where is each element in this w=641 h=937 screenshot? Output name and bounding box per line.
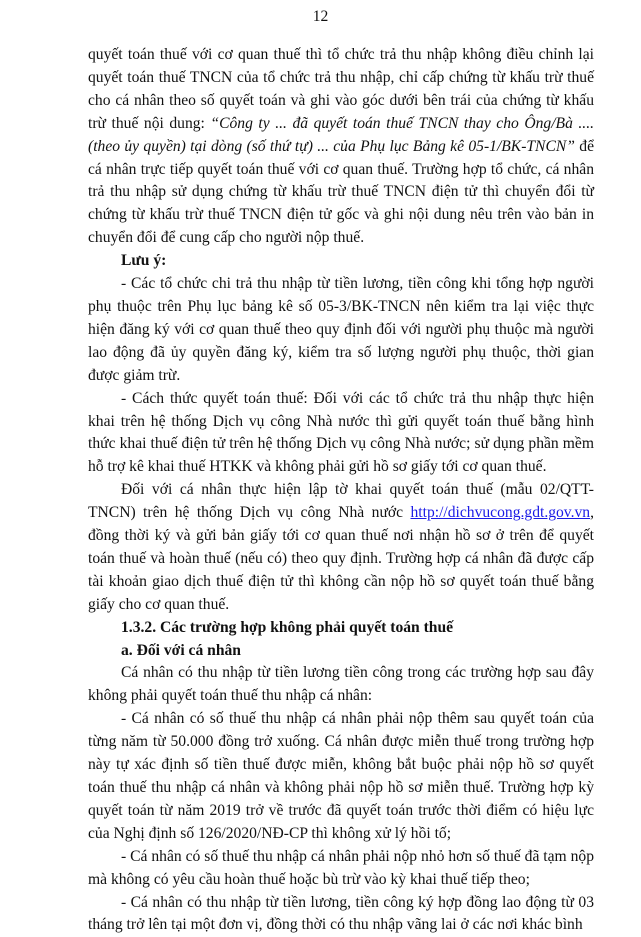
- public-service-link[interactable]: http://dichvucong.gdt.gov.vn: [410, 504, 591, 522]
- note-dependents: - Các tổ chức chi trả thu nhập từ tiền lương, tiền công khi tổng hợp người phụ thuộc trên Phụ lục bảng kê số 05-3/BK-TNCN nên kiểm tra lại việc thực hiện đăng ký với cơ quan thuế theo quy định đối với người phụ thuộc mà người lao động đã ủy quyền đăng ký, kiểm tra số lượng người phụ thuộc, thời gian được giảm trừ.: [88, 275, 594, 384]
- case-labor-contract: - Cá nhân có thu nhập từ tiền lương, tiền công ký hợp đồng lao động từ 03 tháng trở lên tại một đơn vị, đồng thời có thu nhập vãng lai ở các nơi khác bình: [88, 893, 594, 934]
- document-body: [88, 44, 594, 937]
- italic-quote: “Công ty ... đã quyết toán thuế TNCN thay cho Ông/Bà .... (theo ủy quyền) tại dòng (số thứ tự) ... của Phụ lục Bảng kê 05-1/BK-TNCN”: [88, 114, 594, 155]
- paragraph-intro: Cá nhân có thu nhập từ tiền lương tiền công trong các trường hợp sau đây không phải quyết toán thuế thu nhập cá nhân:: [88, 664, 594, 705]
- note-filing-method: - Cách thức quyết toán thuế: Đối với các tổ chức trả thu nhập thực hiện khai trên hệ thống Dịch vụ công Nhà nước thì gửi quyết toán thuế bằng hình thức khai thuế điện tử trên hệ thống Dịch vụ công Nhà nước; sử dụng phần mềm hỗ trợ kê khai thuế HTKK và không phải gửi hồ sơ giấy tới cơ quan thuế.: [88, 389, 594, 476]
- page-number: 12: [312, 8, 329, 25]
- section-heading-1-3-2: 1.3.2. Các trường hợp không phải quyết toán thuế: [121, 618, 454, 636]
- paragraph-individual-filing: Đối với cá nhân thực hiện lập tờ khai quyết toán thuế (mẫu 02/QTT-TNCN) trên hệ thống Dịch vụ công Nhà nước http://dichvucong.gdt.gov.vn, đồng thời ký và gửi bản giấy tới cơ quan thuế nơi nhận hồ sơ ở trên để quyết toán thuế và hoàn thuế (nếu có) theo quy định. Trường hợp cá nhân đã được cấp tài khoản giao dịch thuế điện tử thì không cần nộp hồ sơ quyết toán thuế bằng giấy cho cơ quan thuế.: [88, 481, 594, 613]
- case-small-tax-amount: - Cá nhân có số thuế thu nhập cá nhân phải nộp thêm sau quyết toán của từng năm từ 50.000 đồng trở xuống. Cá nhân được miễn thuế trong trường hợp này tự xác định số tiền thuế được miễn, không bắt buộc phải nộp hồ sơ quyết toán thuế thu nhập cá nhân và không phải nộp hồ sơ miễn thuế. Trường hợp kỳ quyết toán từ năm 2019 trở về trước đã quyết toán trước thời điểm có hiệu lực của Nghị định số 126/2020/NĐ-CP thì không xử lý hồi tố;: [88, 710, 594, 842]
- paragraph-withholding-certificate: quyết toán thuế với cơ quan thuế thì tổ chức trả thu nhập không điều chỉnh lại quyết toán thuế TNCN của tổ chức trả thu nhập, chỉ cấp chứng từ khấu trừ thuế cho cá nhân theo số quyết toán và ghi vào góc dưới bên trái của chứng từ khấu trừ thuế nội dung: “Công ty ... đã quyết toán thuế TNCN thay cho Ông/Bà .... (theo ủy quyền) tại dòng (số thứ tự) ... của Phụ lục Bảng kê 05-1/BK-TNCN” để cá nhân trực tiếp quyết toán thuế với cơ quan thuế. Trường hợp tổ chức, cá nhân trả thu nhập sử dụng chứng từ khấu trừ thuế TNCN điện tử thì chuyển đổi từ chứng từ khấu trừ thuế TNCN điện tử gốc và ghi nội dung nêu trên vào bản in chuyển đổi để cung cấp cho người nộp thuế.: [88, 46, 594, 247]
- note-label: Lưu ý:: [121, 252, 167, 270]
- subheading-individuals: a. Đối với cá nhân: [121, 641, 241, 659]
- case-overpaid-tax: - Cá nhân có số thuế thu nhập cá nhân phải nộp nhỏ hơn số thuế đã tạm nộp mà không có yêu cầu hoàn thuế hoặc bù trừ vào kỳ khai thuế tiếp theo;: [88, 847, 594, 888]
